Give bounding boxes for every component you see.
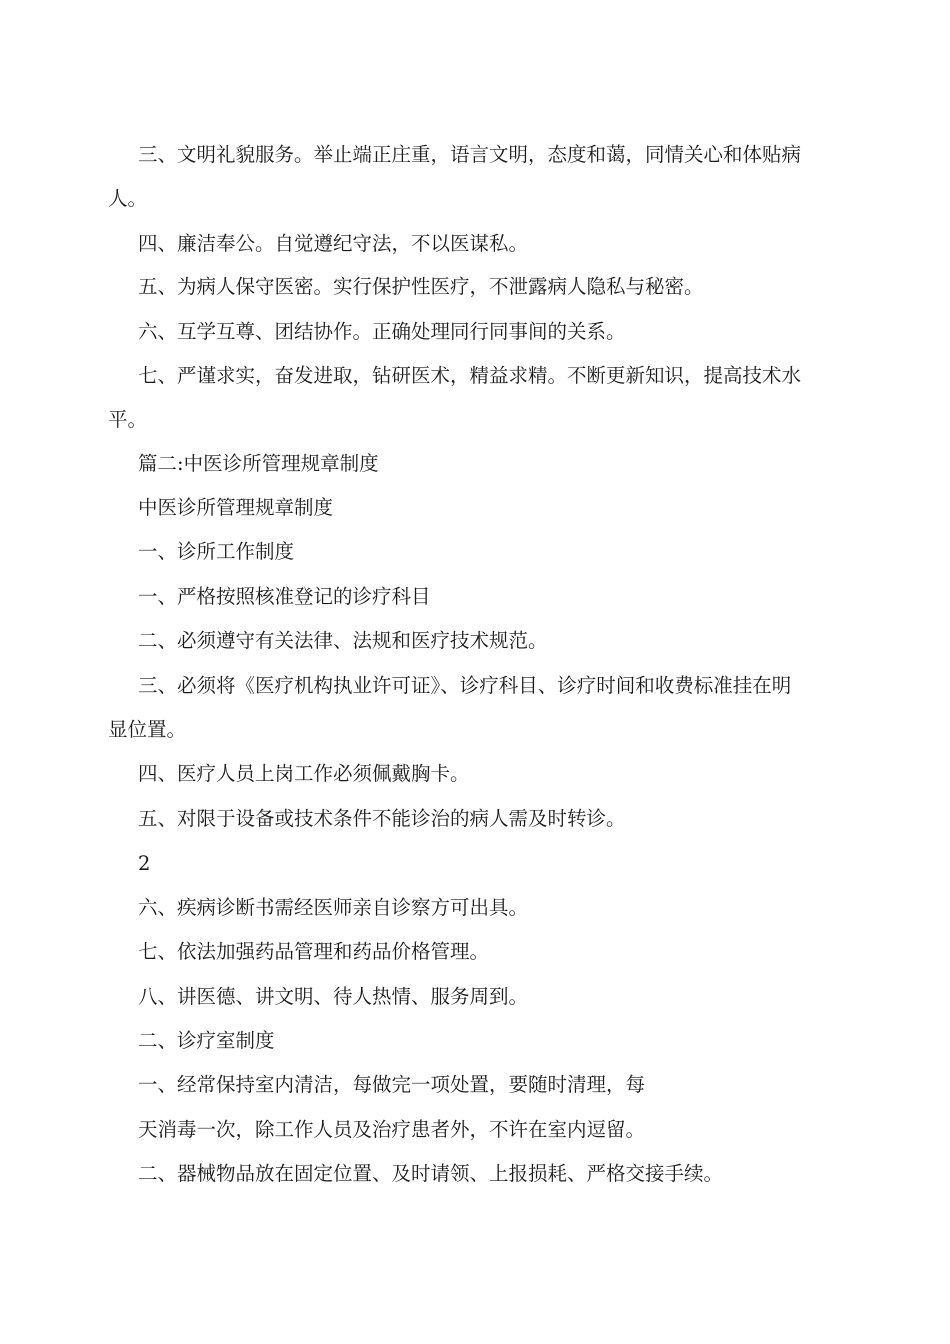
rule-item-7: 七、依法加强药品管理和药品价格管理。 [138,940,490,963]
room-rule-1-cont: 天消毒一次，除工作人员及治疗患者外，不许在室内逗留。 [138,1118,646,1141]
rule-item-2: 二、必须遵守有关法律、法规和医疗技术规范。 [138,629,548,652]
room-rule-1: 一、经常保持室内清洁，每做完一项处置，要随时清理，每 [138,1073,646,1096]
room-rule-2: 二、器械物品放在固定位置、及时请领、上报损耗、严格交接手续。 [138,1162,724,1185]
rule-item-3-cont: 显位置。 [108,718,187,741]
paragraph-rigor: 七、严谨求实，奋发进取，钻研医术，精益求精。不断更新知识，提高技术水 [138,364,802,387]
paragraph-civility-cont: 人。 [108,187,148,210]
rule-item-5: 五、对限于设备或技术条件不能诊治的病人需及时转诊。 [138,807,626,830]
page-number: 2 [138,852,151,875]
rule-item-6: 六、疾病诊断书需经医师亲自诊察方可出具。 [138,896,529,919]
paragraph-civility: 三、文明礼貌服务。举止端正庄重，语言文明，态度和蔼，同情关心和体贴病 [138,143,802,166]
section-heading-treatment-room: 二、诊疗室制度 [138,1029,275,1052]
paragraph-confidentiality: 五、为病人保守医密。实行保护性医疗，不泄露病人隐私与秘密。 [138,275,704,298]
document-heading: 中医诊所管理规章制度 [138,496,334,519]
paragraph-integrity: 四、廉洁奉公。自觉遵纪守法，不以医谋私。 [138,232,529,255]
rule-item-8: 八、讲医德、讲文明、待人热情、服务周到。 [138,985,529,1008]
paragraph-cooperation: 六、互学互尊、团结协作。正确处理同行同事间的关系。 [138,320,626,343]
paragraph-rigor-cont: 平。 [108,408,148,431]
section-title-part-two: 篇二:中医诊所管理规章制度 [138,452,379,475]
rule-item-4: 四、医疗人员上岗工作必须佩戴胸卡。 [138,762,470,785]
rule-item-3: 三、必须将《医疗机构执业许可证》、诊疗科目、诊疗时间和收费标准挂在明 [138,674,792,697]
section-heading-work-rules: 一、诊所工作制度 [138,540,295,563]
rule-item-1: 一、严格按照核准登记的诊疗科目 [138,585,431,608]
